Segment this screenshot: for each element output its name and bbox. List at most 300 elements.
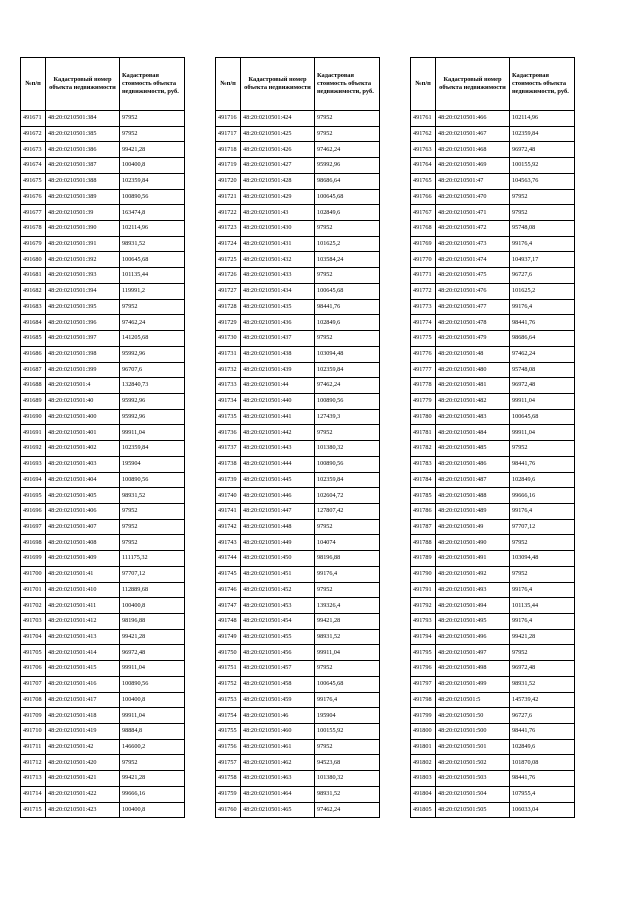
row-number: 491801	[411, 739, 436, 755]
cadastral-number: 48:20:0210501:43	[241, 205, 315, 221]
cadastral-number: 48:20:0210501:391	[46, 236, 120, 252]
cadastral-value: 97952	[120, 299, 185, 315]
cadastral-value: 101380,32	[315, 771, 380, 787]
row-number: 491738	[216, 456, 241, 472]
cadastral-number: 48:20:0210501:395	[46, 299, 120, 315]
cadastral-value: 102359,84	[315, 362, 380, 378]
cadastral-value: 101870,08	[510, 755, 575, 771]
cadastral-number: 48:20:0210501:409	[46, 551, 120, 567]
cadastral-number: 48:20:0210501:420	[46, 755, 120, 771]
cadastral-value: 100645,68	[510, 409, 575, 425]
table-row	[216, 456, 380, 472]
cadastral-value: 102604,72	[315, 488, 380, 504]
cadastral-value: 97952	[315, 582, 380, 598]
row-number: 491789	[411, 551, 436, 567]
cadastral-number: 48:20:0210501:422	[46, 786, 120, 802]
cadastral-number: 48:20:0210501:403	[46, 456, 120, 472]
cadastral-number: 48:20:0210501:40	[46, 393, 120, 409]
cadastral-number: 48:20:0210501:484	[436, 425, 510, 441]
cadastral-number: 48:20:0210501:497	[436, 645, 510, 661]
cadastral-value: 97952	[315, 126, 380, 142]
table-row	[411, 393, 575, 409]
cadastral-value: 98884,8	[120, 724, 185, 740]
table-row	[21, 268, 185, 284]
table-row	[21, 142, 185, 158]
row-number: 491774	[411, 315, 436, 331]
row-number: 491755	[216, 724, 241, 740]
table-row	[216, 645, 380, 661]
table-row	[411, 645, 575, 661]
row-number: 491720	[216, 173, 241, 189]
table-row	[21, 315, 185, 331]
row-number: 491769	[411, 236, 436, 252]
table-row	[411, 142, 575, 158]
row-number: 491682	[21, 283, 46, 299]
table-row	[21, 708, 185, 724]
cadastral-value: 98931,52	[315, 786, 380, 802]
row-number: 491735	[216, 409, 241, 425]
header-number: №п/п	[216, 58, 241, 111]
cadastral-number: 48:20:0210501:426	[241, 142, 315, 158]
row-number: 491765	[411, 173, 436, 189]
cadastral-value: 104563,76	[510, 173, 575, 189]
cadastral-number: 48:20:0210501:481	[436, 378, 510, 394]
cadastral-value: 99176,4	[510, 582, 575, 598]
cadastral-number: 48:20:0210501:406	[46, 503, 120, 519]
cadastral-number: 48:20:0210501:388	[46, 173, 120, 189]
cadastral-value: 98441,76	[510, 315, 575, 331]
table-row	[21, 111, 185, 127]
cadastral-number: 48:20:0210501:505	[436, 802, 510, 818]
cadastral-value: 99421,28	[510, 629, 575, 645]
cadastral-value: 100645,68	[315, 283, 380, 299]
header-cadastral-value: Кадастровая стоимость объекта недвижимости, руб.	[510, 58, 575, 111]
row-number: 491688	[21, 378, 46, 394]
row-number: 491776	[411, 346, 436, 362]
table-row	[411, 739, 575, 755]
cadastral-number: 48:20:0210501:386	[46, 142, 120, 158]
cadastral-number: 48:20:0210501:416	[46, 676, 120, 692]
row-number: 491798	[411, 692, 436, 708]
cadastral-number: 48:20:0210501:396	[46, 315, 120, 331]
row-number: 491714	[21, 786, 46, 802]
cadastral-value: 97707,12	[510, 519, 575, 535]
table-row	[411, 472, 575, 488]
cadastral-value: 99666,16	[120, 786, 185, 802]
row-number: 491705	[21, 645, 46, 661]
cadastral-value: 96727,6	[510, 708, 575, 724]
table-row	[216, 786, 380, 802]
header-number: №п/п	[21, 58, 46, 111]
row-number: 491799	[411, 708, 436, 724]
row-number: 491756	[216, 739, 241, 755]
cadastral-number: 48:20:0210501:479	[436, 331, 510, 347]
table-row	[411, 268, 575, 284]
table-row	[411, 488, 575, 504]
cadastral-number: 48:20:0210501:463	[241, 771, 315, 787]
cadastral-number: 48:20:0210501:446	[241, 488, 315, 504]
table-header-row	[216, 58, 380, 111]
table-row	[411, 111, 575, 127]
cadastral-value: 100890,56	[120, 472, 185, 488]
cadastral-value: 100890,56	[315, 393, 380, 409]
cadastral-number: 48:20:0210501:465	[241, 802, 315, 818]
cadastral-number: 48:20:0210501:468	[436, 142, 510, 158]
table-row	[21, 456, 185, 472]
cadastral-number: 48:20:0210501:400	[46, 409, 120, 425]
row-number: 491795	[411, 645, 436, 661]
row-number: 491699	[21, 551, 46, 567]
cadastral-number: 48:20:0210501:493	[436, 582, 510, 598]
table-row	[21, 724, 185, 740]
cadastral-value: 100155,92	[510, 158, 575, 174]
table-row	[216, 252, 380, 268]
cadastral-number: 48:20:0210501:443	[241, 441, 315, 457]
cadastral-value: 96727,6	[510, 268, 575, 284]
row-number: 491742	[216, 519, 241, 535]
cadastral-value: 101625,2	[510, 283, 575, 299]
row-number: 491675	[21, 173, 46, 189]
cadastral-number: 48:20:0210501:461	[241, 739, 315, 755]
cadastral-value: 99911,04	[120, 661, 185, 677]
table-row	[216, 158, 380, 174]
row-number: 491805	[411, 802, 436, 818]
cadastral-number: 48:20:0210501:429	[241, 189, 315, 205]
row-number: 491678	[21, 221, 46, 237]
table-row	[216, 802, 380, 818]
cadastral-value: 127439,3	[315, 409, 380, 425]
cadastral-number: 48:20:0210501:425	[241, 126, 315, 142]
row-number: 491743	[216, 535, 241, 551]
row-number: 491707	[21, 676, 46, 692]
table-row	[411, 692, 575, 708]
cadastral-number: 48:20:0210501:392	[46, 252, 120, 268]
table-row	[21, 158, 185, 174]
cadastral-value: 97952	[120, 755, 185, 771]
table-row	[21, 802, 185, 818]
row-number: 491673	[21, 142, 46, 158]
cadastral-number: 48:20:0210501:435	[241, 299, 315, 315]
row-number: 491792	[411, 598, 436, 614]
table-row	[216, 661, 380, 677]
cadastral-value: 102359,84	[120, 441, 185, 457]
table-row	[21, 786, 185, 802]
row-number: 491672	[21, 126, 46, 142]
cadastral-number: 48:20:0210501:488	[436, 488, 510, 504]
cadastral-value: 97462,24	[315, 802, 380, 818]
row-number: 491716	[216, 111, 241, 127]
cadastral-number: 48:20:0210501:498	[436, 661, 510, 677]
table-row	[21, 441, 185, 457]
table-row	[21, 252, 185, 268]
row-number: 491702	[21, 598, 46, 614]
row-number: 491683	[21, 299, 46, 315]
cadastral-value: 97952	[315, 221, 380, 237]
table-row	[21, 378, 185, 394]
table-row	[411, 676, 575, 692]
row-number: 491686	[21, 346, 46, 362]
table-row	[216, 676, 380, 692]
table-row	[216, 283, 380, 299]
cadastral-value: 99911,04	[315, 645, 380, 661]
row-number: 491753	[216, 692, 241, 708]
cadastral-number: 48:20:0210501:486	[436, 456, 510, 472]
table-row	[216, 126, 380, 142]
table-row	[411, 441, 575, 457]
cadastral-value: 97952	[510, 205, 575, 221]
row-number: 491739	[216, 472, 241, 488]
table-row	[21, 299, 185, 315]
row-number: 491732	[216, 362, 241, 378]
cadastral-number: 48:20:0210501:389	[46, 189, 120, 205]
cadastral-value: 97952	[120, 535, 185, 551]
cadastral-number: 48:20:0210501:5	[436, 692, 510, 708]
cadastral-number: 48:20:0210501:438	[241, 346, 315, 362]
table-row	[216, 173, 380, 189]
cadastral-number: 48:20:0210501:428	[241, 173, 315, 189]
cadastral-value: 96707,6	[120, 362, 185, 378]
cadastral-value: 97462,24	[510, 346, 575, 362]
cadastral-value: 97462,24	[315, 378, 380, 394]
cadastral-number: 48:20:0210501:437	[241, 331, 315, 347]
cadastral-value: 102849,6	[510, 739, 575, 755]
cadastral-table-2	[215, 57, 380, 818]
table-row	[411, 771, 575, 787]
cadastral-value: 98196,88	[315, 551, 380, 567]
cadastral-value: 97952	[510, 645, 575, 661]
table-header-row	[21, 58, 185, 111]
cadastral-value: 98931,52	[120, 236, 185, 252]
cadastral-number: 48:20:0210501:478	[436, 315, 510, 331]
row-number: 491779	[411, 393, 436, 409]
table-row	[216, 299, 380, 315]
cadastral-number: 48:20:0210501:433	[241, 268, 315, 284]
table-row	[21, 598, 185, 614]
cadastral-number: 48:20:0210501:489	[436, 503, 510, 519]
row-number: 491700	[21, 566, 46, 582]
cadastral-number: 48:20:0210501:447	[241, 503, 315, 519]
cadastral-value: 99666,16	[510, 488, 575, 504]
row-number: 491773	[411, 299, 436, 315]
row-number: 491713	[21, 771, 46, 787]
cadastral-number: 48:20:0210501:476	[436, 283, 510, 299]
table-row	[216, 142, 380, 158]
row-number: 491775	[411, 331, 436, 347]
table-row	[411, 519, 575, 535]
cadastral-value: 106033,04	[510, 802, 575, 818]
cadastral-number: 48:20:0210501:472	[436, 221, 510, 237]
table-row	[216, 692, 380, 708]
cadastral-number: 48:20:0210501:42	[46, 739, 120, 755]
cadastral-number: 48:20:0210501:453	[241, 598, 315, 614]
cadastral-value: 99176,4	[510, 503, 575, 519]
table-row	[216, 236, 380, 252]
cadastral-value: 97952	[315, 268, 380, 284]
cadastral-number: 48:20:0210501:462	[241, 755, 315, 771]
cadastral-number: 48:20:0210501:480	[436, 362, 510, 378]
table-row	[21, 676, 185, 692]
cadastral-number: 48:20:0210501:448	[241, 519, 315, 535]
table-row	[411, 315, 575, 331]
row-number: 491766	[411, 189, 436, 205]
cadastral-number: 48:20:0210501:469	[436, 158, 510, 174]
row-number: 491730	[216, 331, 241, 347]
cadastral-number: 48:20:0210501:432	[241, 252, 315, 268]
cadastral-number: 48:20:0210501:413	[46, 629, 120, 645]
table-row	[411, 598, 575, 614]
cadastral-value: 103584,24	[315, 252, 380, 268]
table-row	[411, 283, 575, 299]
cadastral-value: 100645,68	[315, 676, 380, 692]
cadastral-value: 102359,84	[510, 126, 575, 142]
cadastral-number: 48:20:0210501:475	[436, 268, 510, 284]
row-number: 491680	[21, 252, 46, 268]
row-number: 491796	[411, 661, 436, 677]
row-number: 491759	[216, 786, 241, 802]
row-number: 491710	[21, 724, 46, 740]
row-number: 491803	[411, 771, 436, 787]
table-row	[411, 551, 575, 567]
table-row	[21, 661, 185, 677]
cadastral-value: 97952	[315, 425, 380, 441]
table-row	[411, 331, 575, 347]
cadastral-value: 195904	[315, 708, 380, 724]
cadastral-value: 98441,76	[510, 456, 575, 472]
table-row	[411, 299, 575, 315]
cadastral-value: 102359,84	[315, 472, 380, 488]
cadastral-value: 99421,28	[120, 771, 185, 787]
cadastral-value: 97952	[120, 503, 185, 519]
row-number: 491754	[216, 708, 241, 724]
cadastral-value: 95748,08	[510, 221, 575, 237]
cadastral-number: 48:20:0210501:50	[436, 708, 510, 724]
row-number: 491736	[216, 425, 241, 441]
cadastral-value: 99176,4	[315, 692, 380, 708]
table-row	[21, 503, 185, 519]
table-row	[216, 189, 380, 205]
cadastral-number: 48:20:0210501:494	[436, 598, 510, 614]
row-number: 491721	[216, 189, 241, 205]
row-number: 491726	[216, 268, 241, 284]
row-number: 491741	[216, 503, 241, 519]
table-row	[411, 802, 575, 818]
row-number: 491681	[21, 268, 46, 284]
cadastral-value: 97952	[315, 331, 380, 347]
row-number: 491794	[411, 629, 436, 645]
cadastral-value: 96972,48	[120, 645, 185, 661]
row-number: 491712	[21, 755, 46, 771]
table-row	[21, 393, 185, 409]
row-number: 491746	[216, 582, 241, 598]
table-row	[216, 488, 380, 504]
cadastral-number: 48:20:0210501:477	[436, 299, 510, 315]
cadastral-number: 48:20:0210501:452	[241, 582, 315, 598]
cadastral-value: 99911,04	[510, 425, 575, 441]
row-number: 491804	[411, 786, 436, 802]
row-number: 491781	[411, 425, 436, 441]
table-row	[21, 283, 185, 299]
cadastral-number: 48:20:0210501:482	[436, 393, 510, 409]
cadastral-number: 48:20:0210501:485	[436, 441, 510, 457]
row-number: 491764	[411, 158, 436, 174]
cadastral-value: 98686,64	[315, 173, 380, 189]
table-row	[216, 268, 380, 284]
cadastral-number: 48:20:0210501:460	[241, 724, 315, 740]
cadastral-number: 48:20:0210501:412	[46, 614, 120, 630]
row-number: 491701	[21, 582, 46, 598]
cadastral-number: 48:20:0210501:387	[46, 158, 120, 174]
cadastral-value: 94523,68	[315, 755, 380, 771]
table-row	[216, 331, 380, 347]
cadastral-value: 102114,96	[120, 221, 185, 237]
cadastral-value: 97952	[510, 535, 575, 551]
row-number: 491750	[216, 645, 241, 661]
cadastral-number: 48:20:0210501:491	[436, 551, 510, 567]
table-row	[21, 566, 185, 582]
cadastral-value: 95992,96	[120, 346, 185, 362]
cadastral-value: 96972,48	[510, 661, 575, 677]
cadastral-number: 48:20:0210501:441	[241, 409, 315, 425]
cadastral-number: 48:20:0210501:407	[46, 519, 120, 535]
table-row	[21, 488, 185, 504]
row-number: 491723	[216, 221, 241, 237]
row-number: 491751	[216, 661, 241, 677]
table-row	[216, 346, 380, 362]
cadastral-value: 99421,28	[315, 614, 380, 630]
table-row	[21, 629, 185, 645]
cadastral-number: 48:20:0210501:41	[46, 566, 120, 582]
table-row	[411, 755, 575, 771]
cadastral-value: 98931,52	[120, 488, 185, 504]
cadastral-number: 48:20:0210501:487	[436, 472, 510, 488]
row-number: 491685	[21, 331, 46, 347]
row-number: 491762	[411, 126, 436, 142]
table-row	[21, 126, 185, 142]
row-number: 491788	[411, 535, 436, 551]
row-number: 491709	[21, 708, 46, 724]
cadastral-table-3	[410, 57, 575, 818]
cadastral-value: 95748,08	[510, 362, 575, 378]
cadastral-value: 97952	[315, 739, 380, 755]
cadastral-value: 107955,4	[510, 786, 575, 802]
table-row	[21, 346, 185, 362]
row-number: 491770	[411, 252, 436, 268]
cadastral-number: 48:20:0210501:500	[436, 724, 510, 740]
table-row	[411, 252, 575, 268]
table-row	[411, 346, 575, 362]
table-row	[21, 582, 185, 598]
cadastral-value: 97707,12	[120, 566, 185, 582]
row-number: 491724	[216, 236, 241, 252]
row-number: 491725	[216, 252, 241, 268]
cadastral-value: 98931,52	[510, 676, 575, 692]
table-row	[216, 771, 380, 787]
cadastral-number: 48:20:0210501:455	[241, 629, 315, 645]
row-number: 491677	[21, 205, 46, 221]
cadastral-number: 48:20:0210501:404	[46, 472, 120, 488]
table-row	[21, 519, 185, 535]
table-row	[411, 173, 575, 189]
cadastral-number: 48:20:0210501:397	[46, 331, 120, 347]
cadastral-value: 97952	[120, 519, 185, 535]
row-number: 491757	[216, 755, 241, 771]
table-row	[21, 189, 185, 205]
cadastral-value: 132840,73	[120, 378, 185, 394]
table-row	[411, 708, 575, 724]
cadastral-value: 98441,76	[510, 771, 575, 787]
row-number: 491693	[21, 456, 46, 472]
table-row	[216, 739, 380, 755]
